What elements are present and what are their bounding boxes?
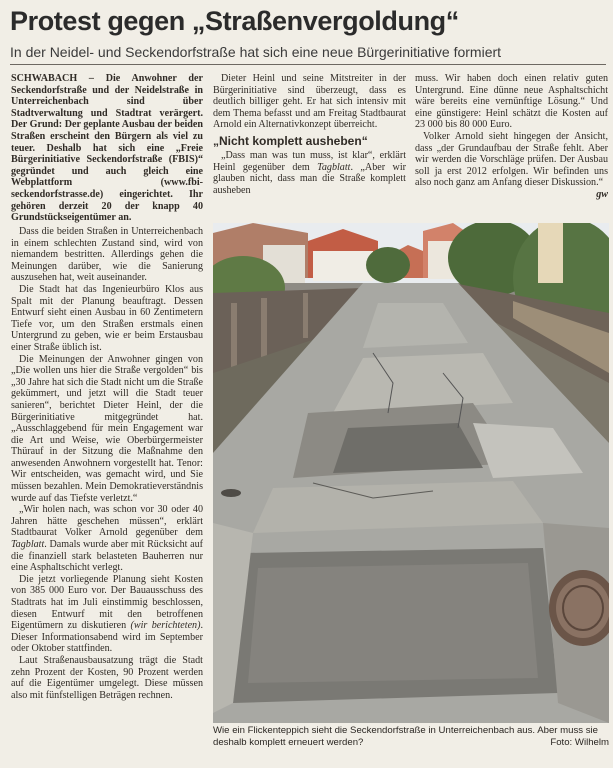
col1-paragraph-6: Laut Straßenausbausatzung trägt die Stadt zehn Prozent der Kosten, 90 Prozent werden auf die Eigentümer umgelegt. Diese müssen also mit fünfstelligen Beträgen rechnen. [11,654,203,701]
col1-paragraph-5 [11,574,203,655]
crosshead: „Nicht komplett ausheben“ [213,133,368,148]
column-3 [415,73,608,201]
reported-note: (wir berichteten) [130,620,201,632]
photo-credit: Foto: Wilhelm [550,736,609,748]
lead-paragraph [11,73,203,224]
col1-paragraph-3: Die Meinungen der Anwohner gingen von „Die wollen uns hier die Straße vergolden“ bis „30 Jahre hat sich die Stadt nicht um die Straße gekümmert, und jetzt will die Stadt teuer sanieren“, berichtet Dieter Heinl, der die Bürgerinitiative mitgegründet hat. „Ausschlaggebend für mein Engagement war die Art und Weise, wie Oberbürgermeister Thürauf in der Sitzung die Maßnahme den anwesenden Anwohnern vorgestellt hat. Tenor: Wir entscheiden, was gemacht wird, und Sie müssen bezahlen. Mein Demokratieverständnis wurde auf das Tiefste verletzt.“ [11,353,203,504]
caption-text: Wie ein Flickenteppich sieht die Seckendorfstraße in Unterreichenbach aus. Aber muss sie deshalb komplett erneuert werden? [213,725,599,748]
col2-p2-start: „Dass man was tun muss, ist klar“, erklärt Heinl gegenüber dem [213,149,406,173]
col1-paragraph-1: Dass die beiden Straßen in Unterreichenbach in einem schlechten Zustand sind, wird von niemandem bestritten. Allerdings gehen die Meinungen darüber, wie die Sanierung auszusehen hat, weit auseinander. [11,226,203,284]
lead-text [11,73,203,224]
col2-p2-end: . „Aber wir glauben nicht, dass man die Straße komplett ausheben [213,161,406,196]
newspaper-name: Tagblatt [317,161,351,173]
street-photo [213,223,609,723]
dateline: SCHWABACH [11,73,78,84]
author-signature: gw [596,188,608,200]
subheadline: In der Neidel- und Seckendorfstraße hat sich eine neue Bürgerinitiative formiert [10,44,502,60]
street-photo-illustration [213,223,609,723]
col1-p5-end: . Dieser Informationsabend wird im September oder Oktober stattfinden. [11,620,203,655]
col3-paragraph-1: muss. Wir haben doch einen relativ guten Untergrund. Eine dünne neue Asphaltschicht wäre bereits eine vernünftige Lösung.“ Und eine günstigere: Heinl schätzt die Kosten auf 23 000 bis 80 000 Euro. [415,73,608,131]
col1-paragraph-2: Die Stadt hat das Ingenieurbüro Klos aus Spalt mit der Planung beauftragt. Dessen Entwurf sieht einen Ausbau in 60 Zentimetern Tiefe vor, um den Straßen erstmals einen Untergrund zu geben, wie er beim Erstausbau einer Straße üblich ist. [11,283,203,353]
col1-p4-start: „Wir holen nach, was schon vor 30 oder 40 Jahren hätte geschehen müssen“, erklärt Stadtbaurat Volker Arnold gegenüber dem [11,504,203,539]
col1-paragraph-4 [11,504,203,574]
col2-paragraph-1: Dieter Heinl und seine Mitstreiter in der Bürgerinitiative sind überzeugt, dass es deutlich billiger geht. Er hat sich intensiv mit dem Thema befasst und am Freitag Stadtbaurat Arnold ein Alternativkonzept überreicht. [213,73,406,131]
newspaper-name: Tagblatt [11,539,45,551]
col1-p4-end: . Damals wurde aber mit Rücksicht auf die finanziell stark belasteten Bauherren nur eine Asphaltschicht verlegt. [11,539,203,574]
headline: Protest gegen „Straßenvergoldung“ [10,6,459,36]
column-1 [11,226,203,701]
photo-caption [213,725,609,748]
col2-paragraph-2 [213,150,406,196]
col3-p2-text: Volker Arnold sieht hingegen der Ansicht, dass „der Grundaufbau der Straße fehlt. Aber wir werden die Vorschläge prüfen. Der Ausbau soll ja erst 2012 erfolgen. Wir befinden uns also noch ganz am Anfang dieser Diskussion.“ [415,130,608,189]
col3-paragraph-2 [415,130,608,200]
header-rule [10,64,606,65]
lead-body: – Die Anwohner der Seckendorfstraße und der Neidelstraße in Unterreichenbach sind über Stadtverwaltung und Stadtrat verärgert. Der Grund: Der geplante Ausbau der beiden Straßen erscheint den Bürgern als viel zu teuer. Deshalb hat sich eine „Freie Bürgerinitiative Seckendorfstraße (FBIS)“ gegründet und auch gleich eine Webplattform (www.fbi-seckendorfstrasse.de) eingerichtet. Ihr gehören derzeit 20 der knapp 40 Grundstückseigentümer an. [11,73,203,224]
column-2 [213,73,406,196]
col1-p5-start: Die jetzt vorliegende Planung sieht Kosten von 385 000 Euro vor. Der Bauausschuss des Stadtrats hat im Juli einstimmig beschlossen, diesen Entwurf mit den betroffenen Eigentümern zu diskutieren [11,573,203,632]
